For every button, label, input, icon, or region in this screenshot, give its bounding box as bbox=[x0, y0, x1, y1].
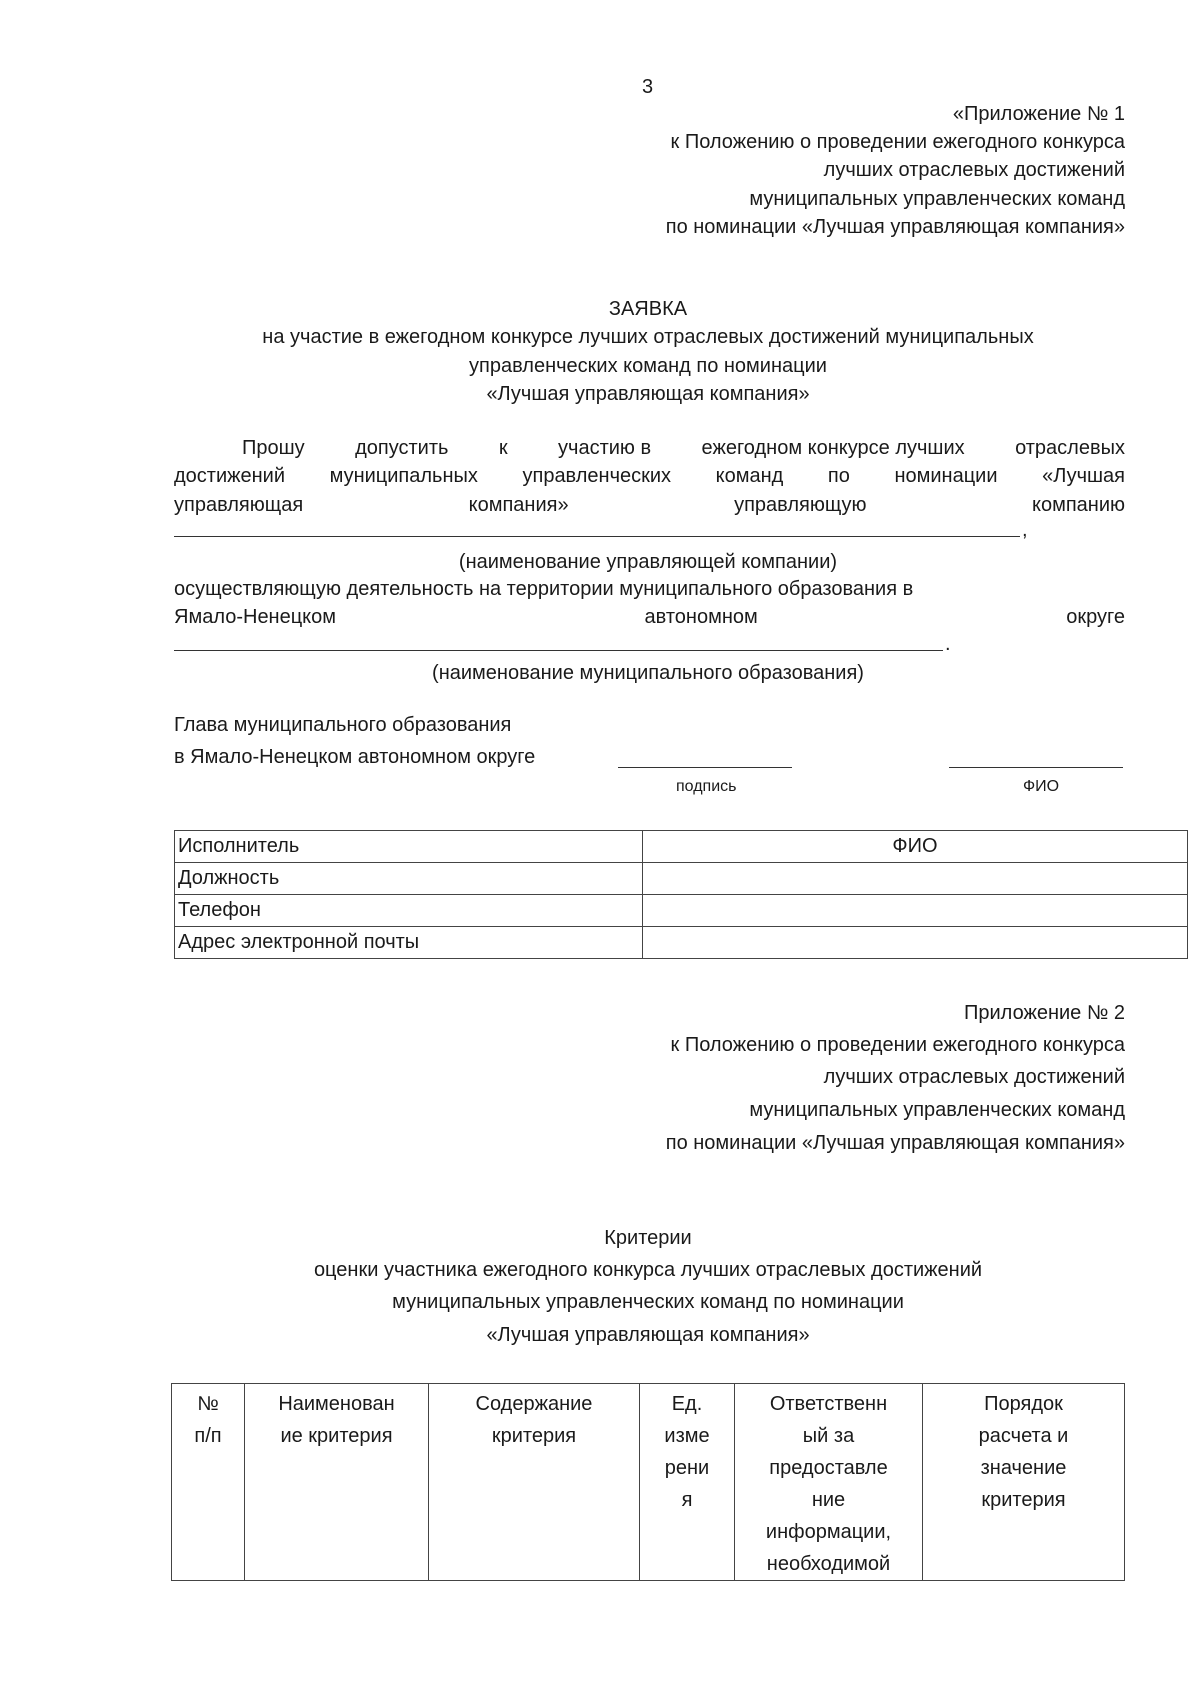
column-header: Ед. изме рени я bbox=[640, 1384, 735, 1581]
table-cell: Должность bbox=[175, 863, 643, 895]
application-title: ЗАЯВКА bbox=[608, 298, 688, 320]
appendix-line: лучших отраслевых достижений bbox=[823, 159, 1125, 181]
column-header: № п/п bbox=[172, 1384, 245, 1581]
appendix-line: муниципальных управленческих команд bbox=[749, 1099, 1125, 1121]
appendix-line: по номинации «Лучшая управляющая компания» bbox=[665, 1132, 1125, 1154]
appendix-line: к Положению о проведении ежегодного конкурса bbox=[670, 1034, 1125, 1056]
application-subtitle: на участие в ежегодном конкурсе лучших отраслевых достижений муниципальных bbox=[262, 326, 1034, 348]
application-subtitle: управленческих команд по номинации bbox=[469, 355, 827, 377]
criteria-title: Критерии bbox=[604, 1227, 692, 1249]
table-cell: ФИО bbox=[643, 831, 1188, 863]
table-cell[interactable] bbox=[643, 863, 1188, 895]
request-paragraph-line: Прошу допустить к участию в ежегодном конкурсе лучших отраслевых bbox=[242, 437, 1125, 459]
table-cell: Телефон bbox=[175, 895, 643, 927]
company-name-blank[interactable] bbox=[174, 536, 1020, 537]
criteria-subtitle: оценки участника ежегодного конкурса лучших отраслевых достижений bbox=[313, 1259, 983, 1281]
activity-line: осуществляющую деятельность на территории муниципального образования в bbox=[174, 578, 914, 600]
table-cell[interactable] bbox=[643, 927, 1188, 959]
column-header: Ответственн ый за предоставле ние информации, необходимой bbox=[735, 1384, 923, 1581]
table-row bbox=[175, 863, 1188, 895]
fio-blank[interactable] bbox=[949, 767, 1123, 768]
application-subtitle: «Лучшая управляющая компания» bbox=[486, 383, 810, 405]
table-row bbox=[175, 831, 1188, 863]
municipality-caption: (наименование муниципального образования) bbox=[432, 662, 864, 684]
fio-label: ФИО bbox=[1023, 778, 1060, 795]
period: . bbox=[945, 633, 951, 655]
table-row bbox=[175, 895, 1188, 927]
executor-table bbox=[174, 830, 1188, 959]
page-number: 3 bbox=[642, 76, 654, 98]
head-label: Глава муниципального образования bbox=[174, 714, 512, 736]
appendix-line: муниципальных управленческих команд bbox=[749, 188, 1125, 210]
appendix-line: по номинации «Лучшая управляющая компания» bbox=[665, 216, 1125, 238]
criteria-table bbox=[171, 1383, 1125, 1581]
request-paragraph-line: достижений муниципальных управленческих команд по номинации «Лучшая bbox=[174, 465, 1125, 487]
table-cell: Адрес электронной почты bbox=[175, 927, 643, 959]
table-row bbox=[175, 927, 1188, 959]
signature-blank[interactable] bbox=[618, 767, 792, 768]
appendix-line: «Приложение № 1 bbox=[952, 103, 1125, 125]
head-label: в Ямало-Ненецком автономном округе bbox=[174, 746, 536, 768]
region-line: Ямало-Ненецком автономном округе bbox=[174, 606, 1125, 628]
criteria-subtitle: «Лучшая управляющая компания» bbox=[486, 1324, 810, 1346]
company-caption: (наименование управляющей компании) bbox=[458, 551, 838, 573]
table-cell[interactable] bbox=[643, 895, 1188, 927]
column-header: Наименован ие критерия bbox=[245, 1384, 429, 1581]
municipality-name-blank[interactable] bbox=[174, 650, 943, 651]
signature-label: подпись bbox=[676, 778, 737, 795]
column-header: Содержание критерия bbox=[429, 1384, 640, 1581]
appendix-line: Приложение № 2 bbox=[964, 1002, 1125, 1024]
table-header-row bbox=[172, 1384, 1125, 1581]
request-paragraph-line: управляющая компания» управляющую компанию bbox=[174, 494, 1125, 516]
column-header: Порядок расчета и значение критерия bbox=[923, 1384, 1125, 1581]
criteria-subtitle: муниципальных управленческих команд по номинации bbox=[392, 1291, 904, 1313]
appendix-line: к Положению о проведении ежегодного конкурса bbox=[670, 131, 1125, 153]
appendix-line: лучших отраслевых достижений bbox=[823, 1066, 1125, 1088]
table-cell: Исполнитель bbox=[175, 831, 643, 863]
comma: , bbox=[1022, 519, 1028, 541]
